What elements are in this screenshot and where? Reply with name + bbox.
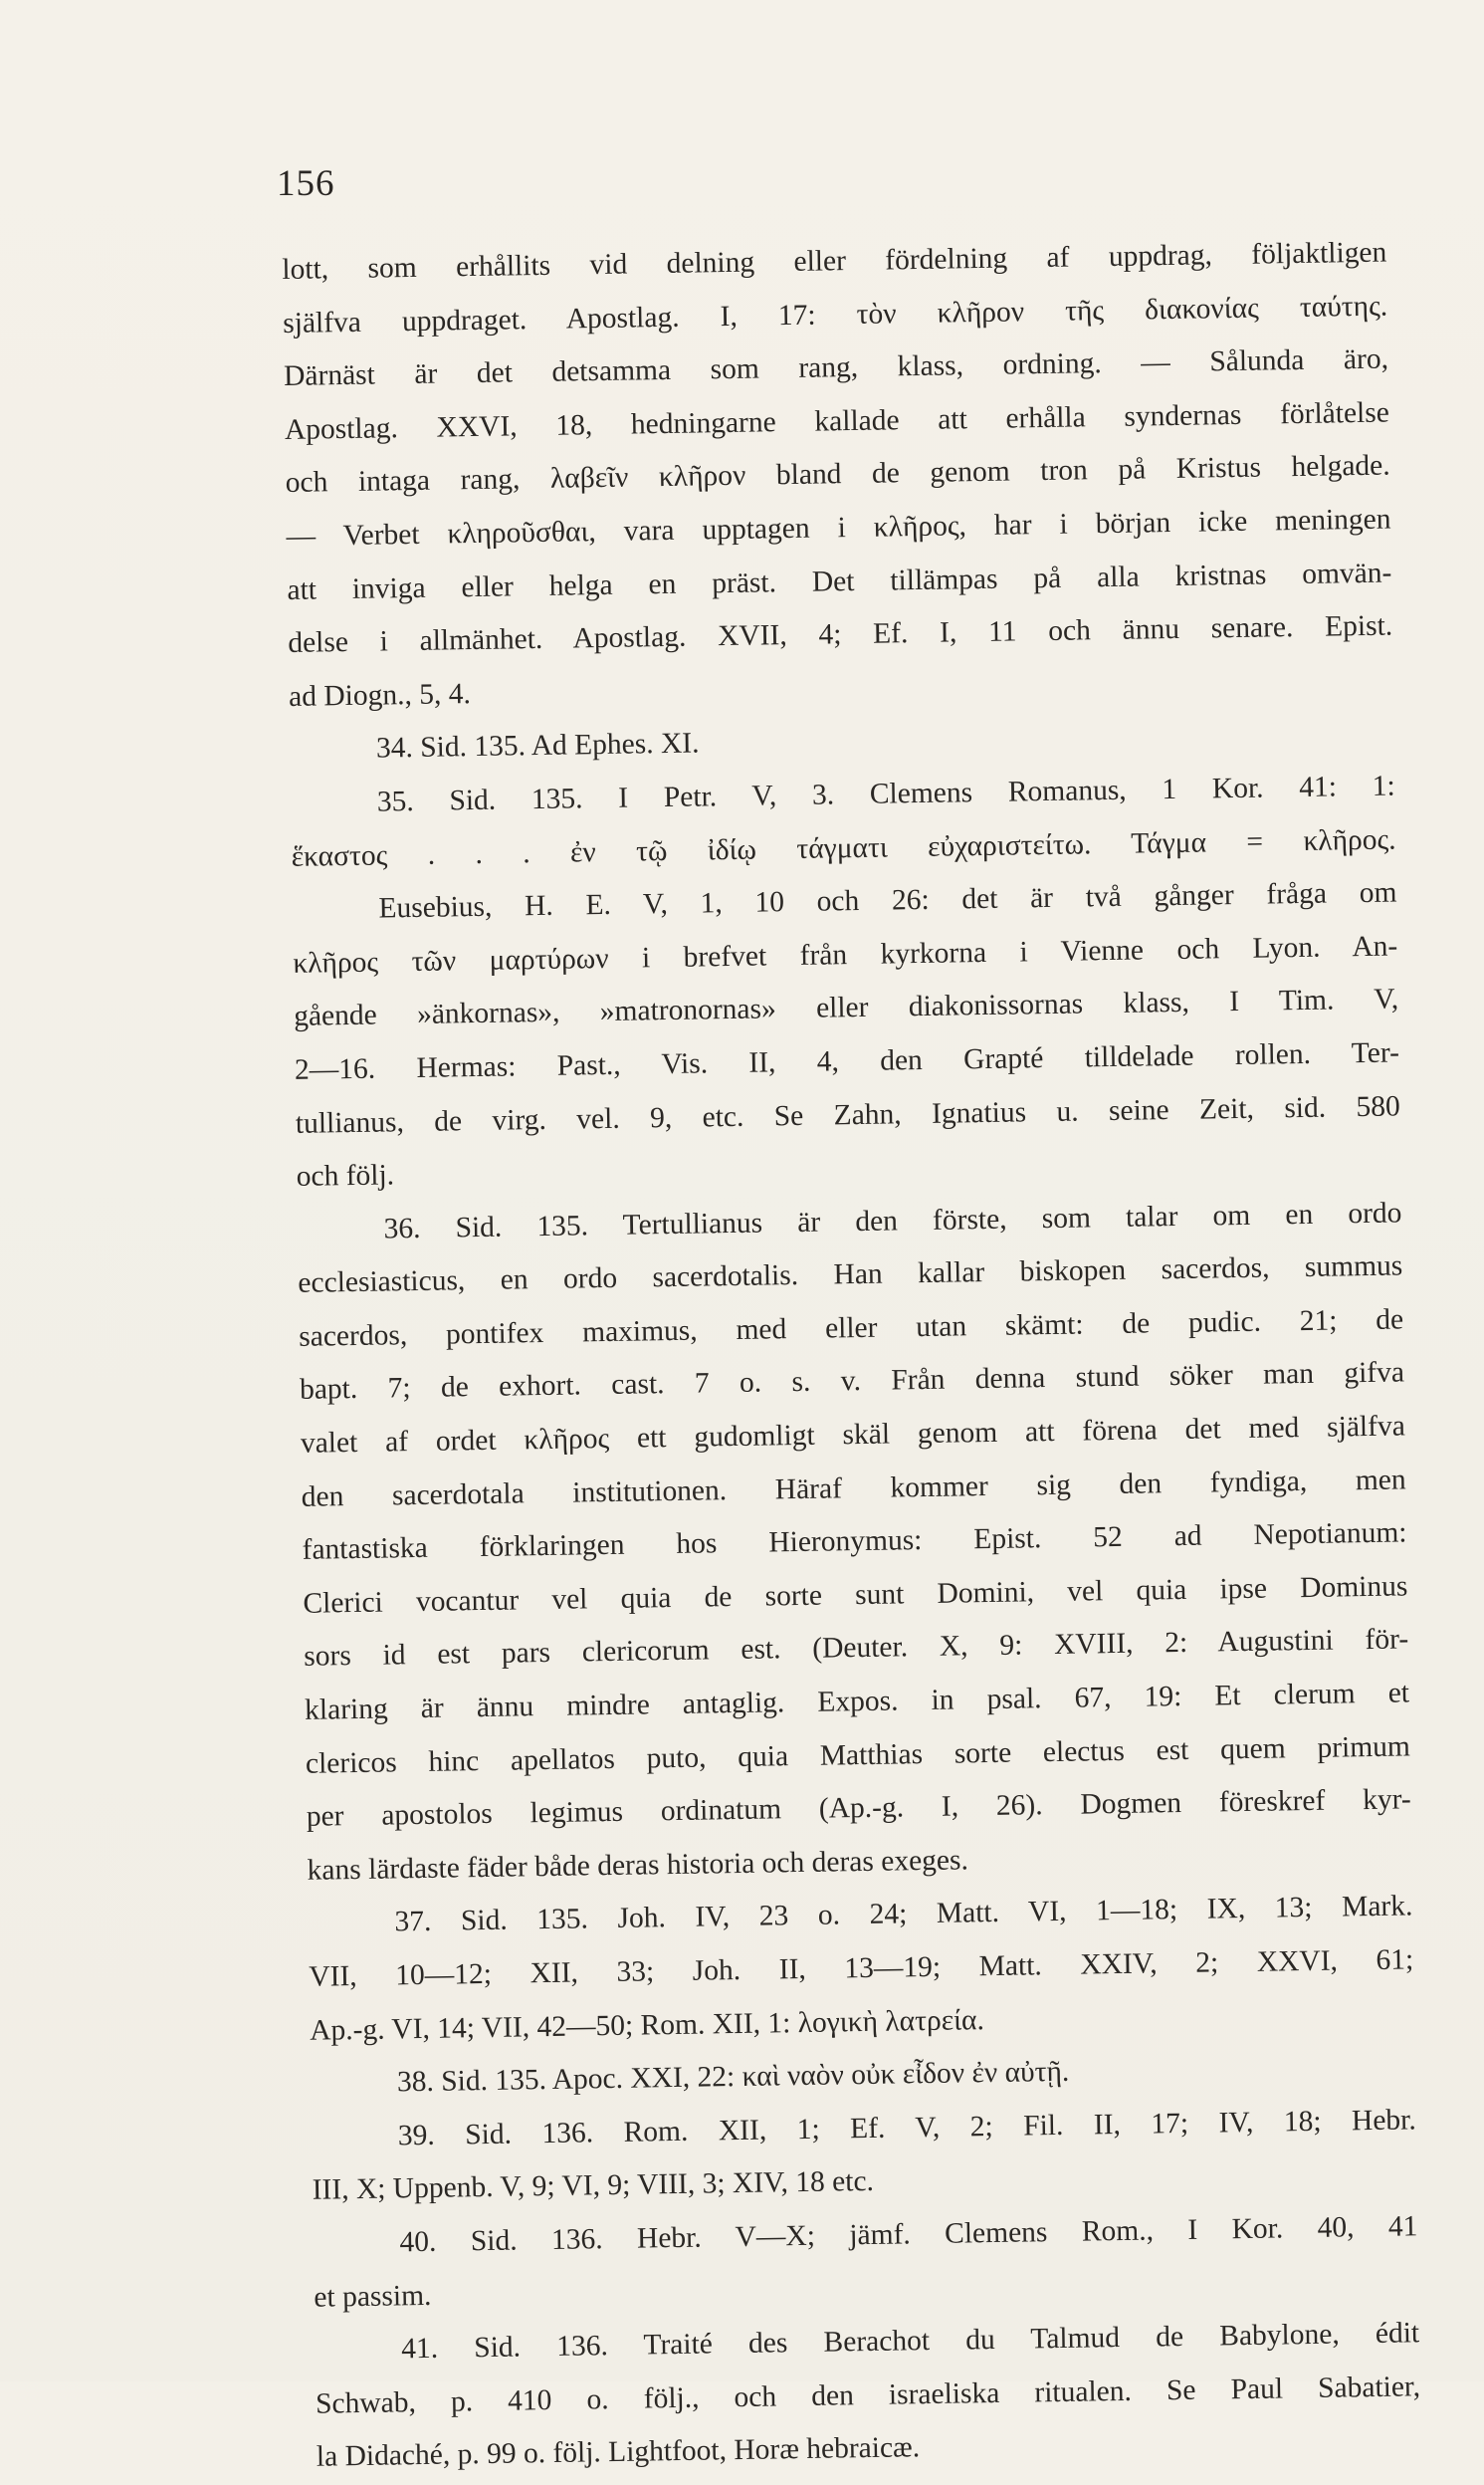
note-36: 36. Sid. 135. Tertullianus är den förste, som talar om en ordo [383,1197,1402,1245]
text-line: et passim. [314,2279,432,2314]
text-line: sors id est pars clericorum est. (Deuter. X, 9: XVIII, 2: Augustini för- [304,1623,1409,1674]
text-line: tullianus, de virg. vel. 9, etc. Se Zahn, Ignatius u. seine Zeit, sid. 580 [295,1089,1400,1140]
text-line: VII, 10—12; XII, 33; Joh. II, 13—19; Matt. XXIV, 2; XXVI, 61; [309,1943,1414,1993]
text-line: — Verbet κληροῦσθαι, vara upptagen i κλῆρος, har i början icke meningen [286,503,1391,553]
text-line: Därnäst är det detsamma som rang, klass, ordning. — Sålunda äro, [283,342,1389,393]
note-34: 34. Sid. 135. Ad Ephes. XI. [375,727,700,765]
text-line: 2—16. Hermas: Past., Vis. II, 4, den Grapté tilldelade rollen. Ter- [294,1036,1400,1086]
text-line: ἕκαστος . . . ἐν τῷ ἰδίῳ τάγματι εὐχαριστείτω. Τάγμα = κλῆρος. [291,823,1396,873]
text-line: att inviga eller helga en präst. Det tillämpas på alla kristnas omvän- [287,557,1392,606]
text-line: sacerdos, pontifex maximus, med eller utan skämt: de pudic. 21; de [298,1303,1404,1353]
note-40: 40. Sid. 136. Hebr. V—X; jämf. Clemens Rom., I Kor. 40, 41 [399,2210,1418,2259]
note-39: 39. Sid. 136. Rom. XII, 1; Ef. V, 2; Fil. II, 17; IV, 18; Hebr. [397,2104,1416,2152]
text-line: den sacerdotala institutionen. Häraf kommer sig den fyndiga, men [301,1464,1406,1513]
text-line: och intaga rang, λαβεῖν κλῆρον bland de genom tron på Kristus helgade. [285,449,1390,500]
text-line: ad Diogn., 5, 4. [288,677,472,713]
text-line: per apostolos legimus ordinatum (Ap.-g. I, 26). Dogmen föreskref kyr- [306,1783,1411,1834]
text-line: klaring är ännu mindre antaglig. Expos. in psal. 67, 19: Et clerum et [304,1677,1410,1726]
text-line: lott, som erhållits vid delning eller fördelning af uppdrag, följaktligen [282,236,1387,286]
note-35: 35. Sid. 135. I Petr. V, 3. Clemens Romanus, 1 Kor. 41: 1: [376,770,1395,818]
text-line: Apostlag. XXVI, 18, hedningarne kallade att erhålla syndernas förlåtelse [284,396,1390,446]
text-line: Eusebius, H. E. V, 1, 10 och 26: det är två gånger fråga om [378,876,1397,925]
text-line: delse i allmänhet. Apostlag. XVII, 4; Ef. I, 11 och ännu senare. Epist. [288,609,1393,660]
text-line: clericos hinc apellatos puto, quia Matthias sorte electus est quem primum [305,1730,1411,1780]
text-line: kans lärdaste fäder både deras historia och deras exeges. [307,1844,969,1887]
text-line: Clerici vocantur vel quia de sorte sunt Domini, vel quia ipse Dominus [303,1570,1408,1620]
text-line: gående »änkornas», »matronornas» eller diakonissornas klass, I Tim. V, [293,983,1399,1033]
text-line: la Didaché, p. 99 o. följ. Lightfoot, Horæ hebraicæ. [316,2431,921,2474]
text-line: III, X; Uppenb. V, 9; VI, 9; VIII, 3; XIV, 18 etc. [312,2165,875,2207]
page-number: 156 [277,163,335,204]
text-line: κλῆρος τῶν μαρτύρων i brefvet från kyrkorna i Vienne och Lyon. An- [293,930,1398,980]
notes-text [282,227,1421,2485]
text-line: och följ. [296,1159,395,1193]
note-37: 37. Sid. 135. Joh. IV, 23 o. 24; Matt. VI, 1—18; IX, 13; Mark. [394,1890,1413,1938]
note-38: 38. Sid. 135. Apoc. XXI, 22: καὶ ναὸν οὐκ εἶδον ἐν αὐτῇ. [396,2055,1070,2099]
note-41: 41. Sid. 136. Traité des Berachot du Talmud de Babylone, édit [400,2317,1420,2366]
text-line: Schwab, p. 410 o. följ., och den israeliska ritualen. Se Paul Sabatier, [315,2371,1421,2420]
text-line: valet af ordet κλῆρος ett gudomligt skäl genom att förena det med själfva [300,1410,1406,1460]
text-line: bapt. 7; de exhort. cast. 7 o. s. v. Från denna stund söker man gifva [299,1356,1405,1407]
text-line: Ap.-g. VI, 14; VII, 42—50; Rom. XII, 1: λογικὴ λατρεία. [309,2003,985,2047]
text-line: själfva uppdraget. Apostlag. I, 17: τὸν κλῆρον τῆς διακονίας ταύτης. [282,290,1388,339]
text-line: ecclesiasticus, en ordo sacerdotalis. Han kallar biskopen sacerdos, summus [298,1249,1403,1300]
text-line: fantastiska förklaringen hos Hieronymus: Epist. 52 ad Nepotianum: [302,1516,1407,1567]
